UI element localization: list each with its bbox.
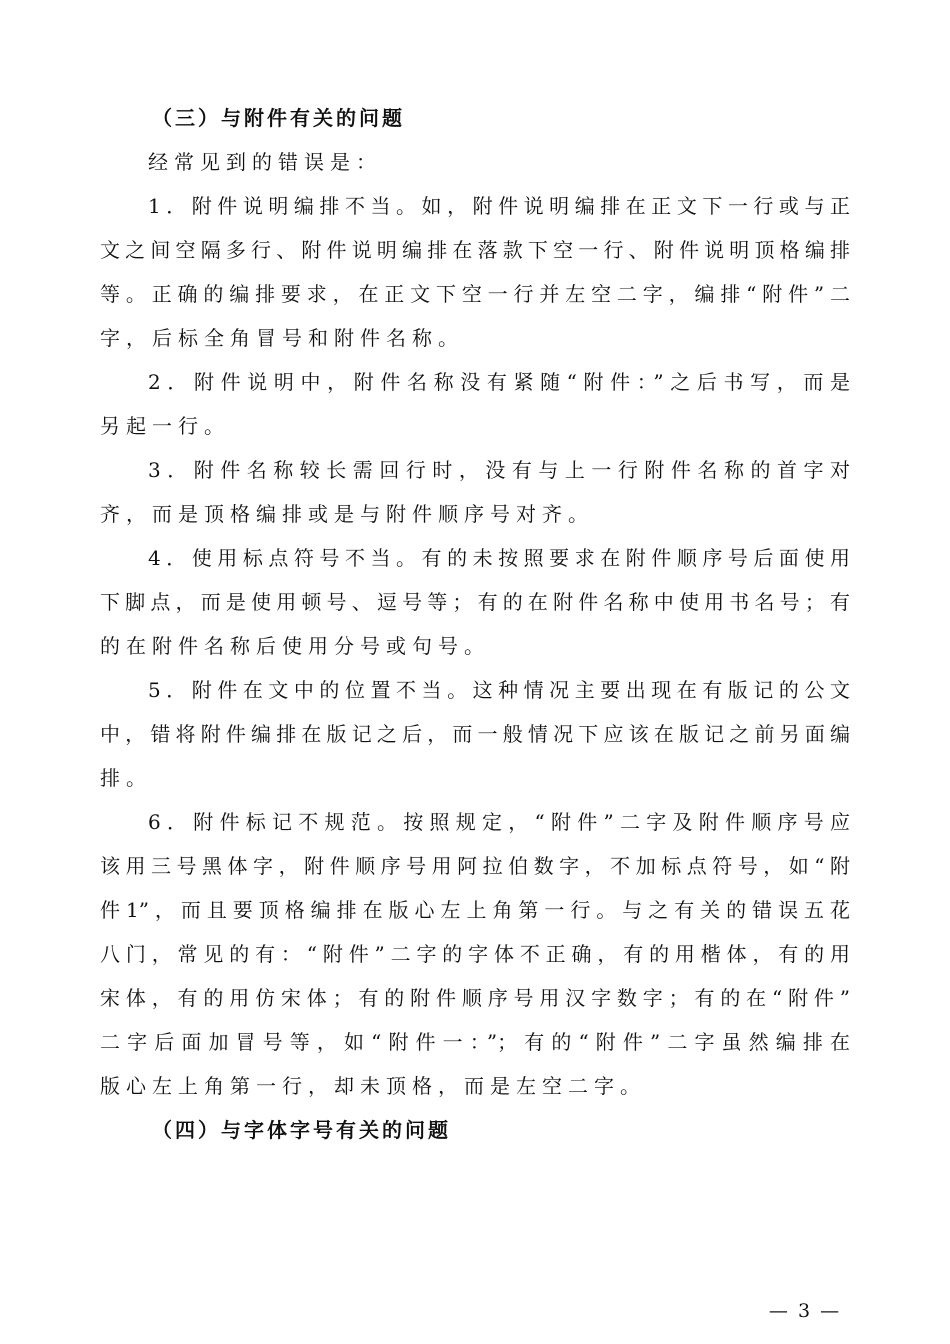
item-5-paragraph <box>100 668 850 800</box>
paragraph-line: 排。 <box>100 766 152 790</box>
paragraph-line: 6．附件标记不规范。按照规定，“附件”二字及附件顺序号应 <box>148 810 850 834</box>
paragraph-line: 4．使用标点符号不当。有的未按照要求在附件顺序号后面使用 <box>148 546 850 570</box>
item-1-paragraph <box>100 184 850 360</box>
paragraph-line: 另起一行。 <box>100 414 230 438</box>
paragraph-line: 件1”，而且要顶格编排在版心左上角第一行。与之有关的错误五花 <box>100 898 850 922</box>
section-heading-3: （三）与附件有关的问题 <box>152 106 405 130</box>
paragraph-line: 5．附件在文中的位置不当。这种情况主要出现在有版记的公文 <box>148 678 850 702</box>
item-4-paragraph <box>100 536 850 668</box>
paragraph-line: 的在附件名称后使用分号或句号。 <box>100 634 490 658</box>
paragraph-line: 下脚点，而是使用顿号、逗号等；有的在附件名称中使用书名号；有 <box>100 590 850 614</box>
item-6-paragraph <box>100 800 850 1108</box>
item-3-paragraph <box>100 448 850 536</box>
paragraph-line: 二字后面加冒号等，如“附件一：”；有的“附件”二字虽然编排在 <box>100 1030 850 1054</box>
paragraph-line: 宋体，有的用仿宋体；有的附件顺序号用汉字数字；有的在“附件” <box>100 986 850 1010</box>
page-number: — 3 — <box>768 1300 842 1322</box>
item-2-paragraph <box>100 360 850 448</box>
paragraph-line: 1．附件说明编排不当。如，附件说明编排在正文下一行或与正 <box>148 194 850 218</box>
paragraph-line: 八门，常见的有：“附件”二字的字体不正确，有的用楷体，有的用 <box>100 942 850 966</box>
paragraph-line: 中，错将附件编排在版记之后，而一般情况下应该在版记之前另面编 <box>100 722 850 746</box>
paragraph-line: 文之间空隔多行、附件说明编排在落款下空一行、附件说明顶格编排 <box>100 238 850 262</box>
document-body <box>100 96 850 1152</box>
paragraph-line: 字，后标全角冒号和附件名称。 <box>100 326 464 350</box>
intro-line: 经常见到的错误是： <box>148 150 382 174</box>
paragraph-line: 2．附件说明中，附件名称没有紧随“附件：”之后书写，而是 <box>148 370 850 394</box>
paragraph-line: 齐，而是顶格编排或是与附件顺序号对齐。 <box>100 502 594 526</box>
paragraph-line: 该用三号黑体字，附件顺序号用阿拉伯数字，不加标点符号，如“附 <box>100 854 850 878</box>
paragraph-line: 3．附件名称较长需回行时，没有与上一行附件名称的首字对 <box>148 458 850 482</box>
paragraph-line: 等。正确的编排要求，在正文下空一行并左空二字，编排“附件”二 <box>100 282 850 306</box>
paragraph-line: 版心左上角第一行，却未顶格，而是左空二字。 <box>100 1074 646 1098</box>
section-heading-4: （四）与字体字号有关的问题 <box>152 1118 451 1142</box>
